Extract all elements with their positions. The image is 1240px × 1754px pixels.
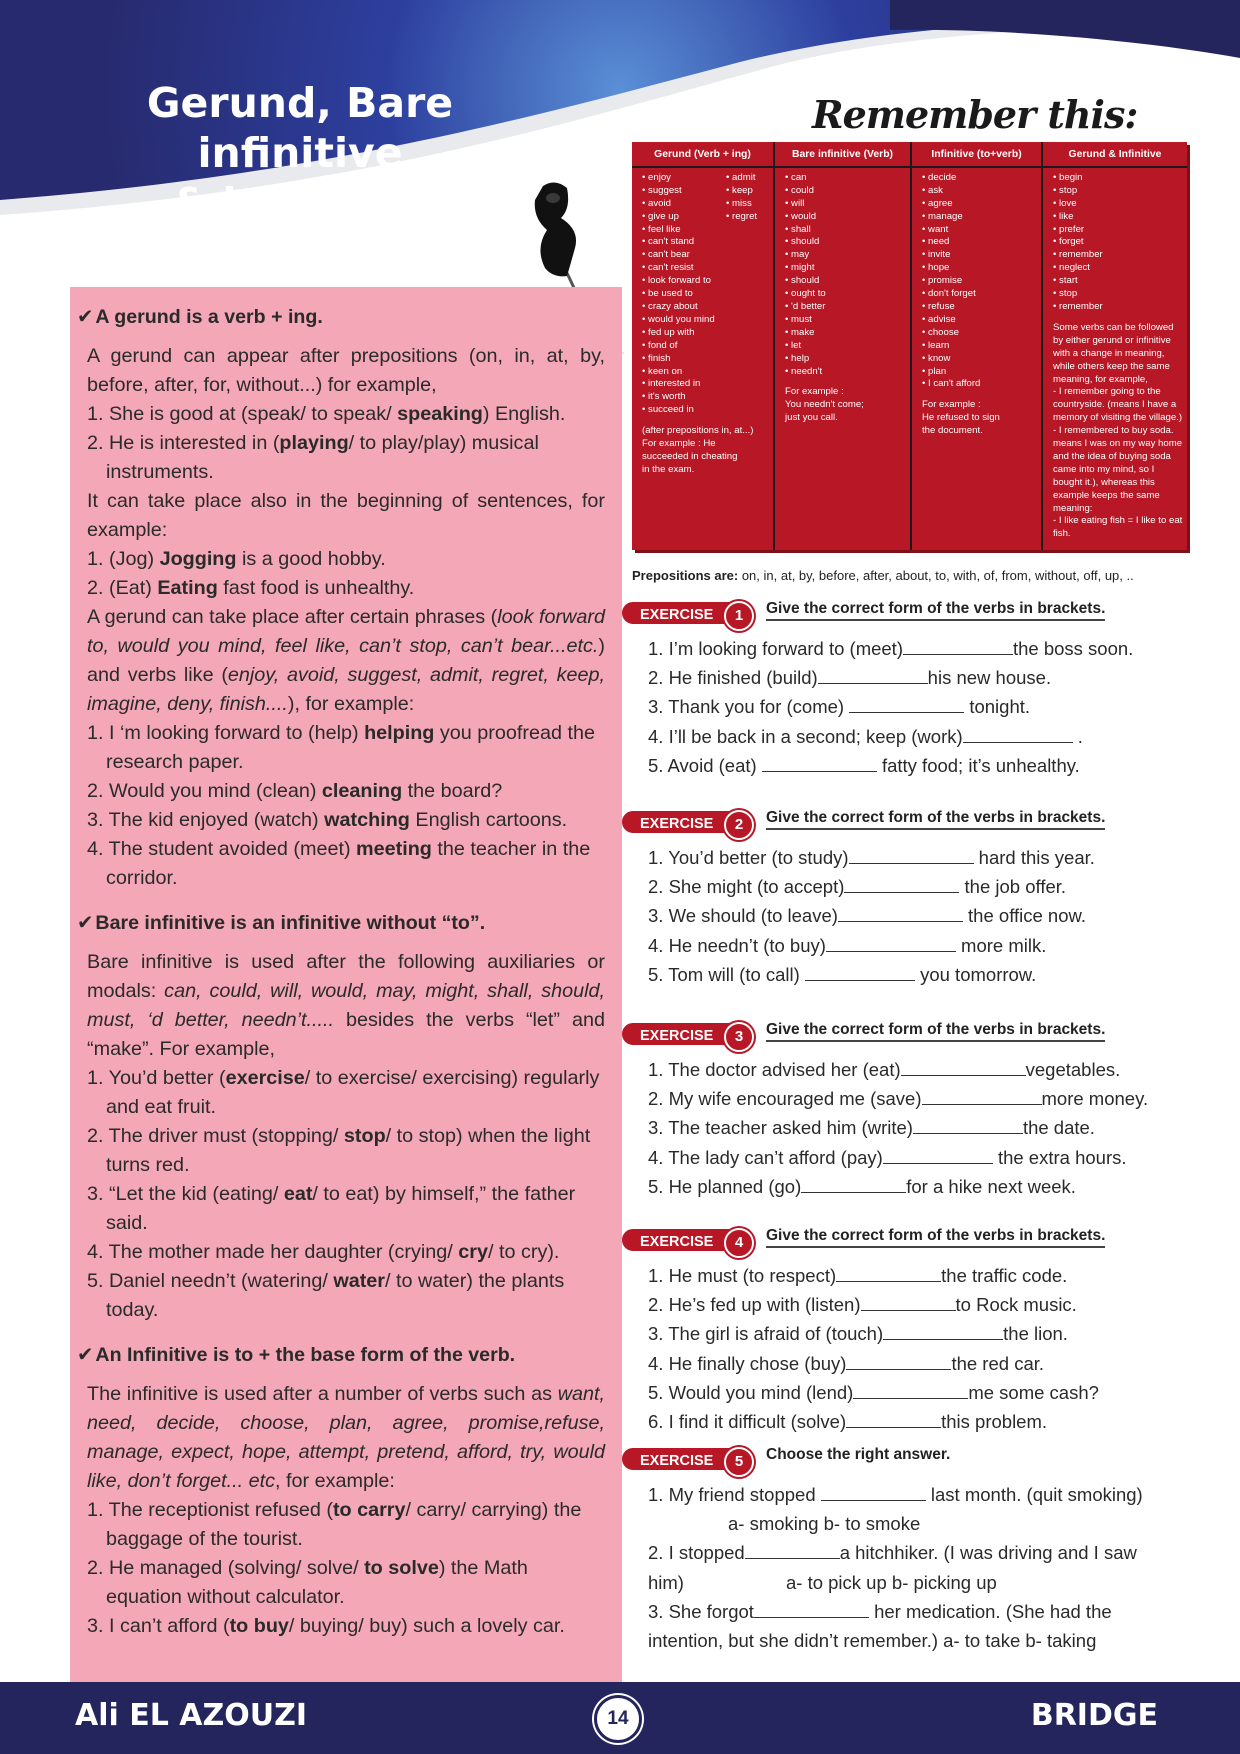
exercise-instruction: Choose the right answer. xyxy=(766,1446,951,1463)
list-item: • I can't afford xyxy=(922,378,1037,391)
exercise-1 xyxy=(622,598,1162,780)
list-item: • could xyxy=(785,185,906,198)
gerund-examples xyxy=(87,545,605,603)
list-item: • invite xyxy=(922,249,1037,262)
exercise-header xyxy=(622,1019,1162,1051)
list-item: • might xyxy=(785,262,906,275)
bare-infinitive-note xyxy=(785,386,906,425)
list-item: • know xyxy=(922,353,1037,366)
gerund-examples xyxy=(87,719,605,893)
exercise-badge: EXERCISE 1 xyxy=(622,602,752,624)
page-number: 14 xyxy=(594,1695,642,1743)
list-item: • feel like xyxy=(642,224,726,237)
gerund-rule-text: A gerund is a verb + ing. xyxy=(95,306,323,328)
remember-table xyxy=(632,142,1187,550)
note-line: meaning: xyxy=(1053,502,1093,514)
exercise-number: 4 xyxy=(724,1228,754,1258)
list-item: • regret xyxy=(726,211,757,224)
exercise-items xyxy=(648,1261,1162,1436)
note-line: Some verbs can be followed xyxy=(1053,321,1174,333)
bare-infinitive-rule-heading xyxy=(77,909,605,938)
answer-blank[interactable] xyxy=(826,935,956,952)
answer-blank[interactable] xyxy=(762,755,877,772)
note-line: countryside. (means I have a xyxy=(1053,399,1177,411)
list-item: • help xyxy=(785,353,906,366)
list-item: • don't forget xyxy=(922,288,1037,301)
list-item: 3. I can’t afford (to buy/ buying/ buy) such a lovely car. xyxy=(87,1615,565,1637)
list-item: • should xyxy=(785,236,906,249)
prepositions-label: Prepositions are: xyxy=(632,568,739,583)
note-line: For example : xyxy=(922,399,981,411)
list-item: • miss xyxy=(726,198,757,211)
check-icon: ✔ xyxy=(77,1344,94,1366)
list-item: • stop xyxy=(1053,185,1183,198)
exercise-item: 2. He’s fed up with (listen) to Rock music. xyxy=(648,1294,1077,1316)
note-line: He refused to sign xyxy=(922,412,1000,424)
paragraph: The infinitive is used after a number of verbs such as want, need, decide, choose, plan, agree, promise,refuse, manage, expect, hope, attempt, pretend, afford, try, would like, don’t forget... etc, for example: xyxy=(87,1383,605,1492)
list-item: • remember xyxy=(1053,249,1183,262)
remember-this-heading: Remember this: xyxy=(812,92,1138,137)
list-item: • succeed in xyxy=(642,404,726,417)
exercise-item: 3. We should (to leave) the office now. xyxy=(648,905,1086,927)
exercise-item: 3. The girl is afraid of (touch) the lion. xyxy=(648,1323,1068,1345)
list-item: • finish xyxy=(642,353,726,366)
note-line: memory of visiting the village.) xyxy=(1053,412,1183,424)
exercise-number: 2 xyxy=(724,810,754,840)
list-item: 1. You’d better (exercise/ to exercise/ exercising) regularly and eat fruit. xyxy=(87,1067,600,1118)
exercise-badge: EXERCISE 4 xyxy=(622,1229,752,1251)
note-line: means I was on my way home xyxy=(1053,438,1183,450)
list-item: • forget xyxy=(1053,236,1183,249)
gerund-column xyxy=(632,142,773,550)
list-item: 2. He is interested in (playing/ to play/play) musical instruments. xyxy=(87,432,539,483)
exercise-number: 1 xyxy=(724,601,754,631)
answer-blank[interactable] xyxy=(846,1353,951,1370)
exercise-items xyxy=(648,1480,1162,1655)
note-line: with a change in meaning, xyxy=(1053,347,1165,359)
list-item: • needn't xyxy=(785,366,906,379)
list-item: • choose xyxy=(922,327,1037,340)
gerund-infinitive-column xyxy=(1041,142,1187,550)
list-item: 2. The driver must (stopping/ stop/ to stop) when the light turns red. xyxy=(87,1125,591,1176)
answer-blank[interactable] xyxy=(901,1059,1026,1076)
list-item: • agree xyxy=(922,198,1037,211)
note-line: You needn't come; xyxy=(785,399,864,411)
list-item: 2. Would you mind (clean) cleaning the board? xyxy=(87,780,503,802)
note-line: meaning, for example, xyxy=(1053,373,1148,385)
exercise-item: 4. He needn’t (to buy) more milk. xyxy=(648,934,1047,956)
list-item: 2. He managed (solving/ solve/ to solve) the Math equation without calculator. xyxy=(87,1557,528,1608)
answer-blank[interactable] xyxy=(883,1323,1003,1340)
answer-blank[interactable] xyxy=(745,1542,840,1559)
exercise-number: 3 xyxy=(724,1022,754,1052)
exercise-instruction: Give the correct form of the verbs in brackets. xyxy=(766,600,1105,621)
exercise-item: intention, but she didn’t remember.) a- to take b- taking xyxy=(648,1630,1097,1652)
list-item: • give up xyxy=(642,211,726,224)
list-item: • should xyxy=(785,275,906,288)
list-item: • suggest xyxy=(642,185,726,198)
list-item: • must xyxy=(785,314,906,327)
paragraph: A gerund can appear after prepositions (on, in, at, by, before, after, for, without...) for example, xyxy=(87,345,605,396)
exercise-4 xyxy=(622,1225,1162,1436)
exercise-instruction: Give the correct form of the verbs in brackets. xyxy=(766,1227,1105,1248)
gerund-column-heading: Gerund (Verb + ing) xyxy=(632,142,773,168)
page-title-line2: & infinitive xyxy=(172,179,428,227)
answer-blank[interactable] xyxy=(821,1484,926,1501)
list-item: • learn xyxy=(922,340,1037,353)
footer xyxy=(0,1682,1240,1754)
exercise-item: 3. The teacher asked him (write) the date. xyxy=(648,1117,1095,1139)
exercise-item: 5. Tom will (to call) you tomorrow. xyxy=(648,963,1037,985)
exercise-item: 1. My friend stopped last month. (quit smoking) xyxy=(648,1484,1143,1505)
exercise-item: him) a- to pick up b- picking up xyxy=(648,1571,997,1593)
inf-rule-text: An Infinitive is to + the base form of the verb. xyxy=(95,1344,516,1366)
infinitive-list xyxy=(922,172,1037,391)
note-line: (after prepositions in, at...) xyxy=(642,425,754,437)
note-line: succeeded in cheating xyxy=(642,450,738,462)
list-item: 2. (Eat) Eating fast food is unhealthy. xyxy=(87,577,415,599)
exercise-item: 1. I’m looking forward to (meet) the boss soon. xyxy=(648,638,1134,659)
list-item: • let xyxy=(785,340,906,353)
list-item: • promise xyxy=(922,275,1037,288)
exercise-item: 4. I’ll be back in a second; keep (work) . xyxy=(648,725,1083,747)
exercise-badge: EXERCISE 5 xyxy=(622,1448,752,1470)
paragraph: A gerund can take place after certain phrases (look forward to, would you mind, feel like, can’t stop, can’t bear...etc.) and verbs like (enjoy, avoid, suggest, admit, regret, keep, imagine, deny, finish....), for example: xyxy=(87,606,606,715)
list-item: • need xyxy=(922,236,1037,249)
note-line: For example : He xyxy=(642,438,716,450)
exercise-5 xyxy=(622,1444,1162,1655)
answer-blank[interactable] xyxy=(903,638,1013,655)
exercise-3 xyxy=(622,1019,1162,1201)
bare-infinitive-examples xyxy=(87,1064,605,1325)
exercise-items xyxy=(648,1055,1162,1201)
infinitive-column-heading: Infinitive (to+verb) xyxy=(912,142,1041,168)
gerund-list xyxy=(642,172,726,417)
answer-blank[interactable] xyxy=(883,1147,993,1164)
list-item: • ask xyxy=(922,185,1037,198)
paragraph: Bare infinitive is used after the following auxiliaries or modals: can, could, will, would, may, might, shall, should, must, ‘d better, needn’t..... besides the verbs “let” and “make”. For example, xyxy=(87,951,605,1060)
infinitive-column xyxy=(910,142,1041,550)
exercise-item: 5. Would you mind (lend) me some cash? xyxy=(648,1381,1099,1403)
note-line: the document. xyxy=(922,425,983,437)
list-item: • avoid xyxy=(642,198,726,211)
prepositions-text: on, in, at, by, before, after, about, to, with, of, from, without, off, up, .. xyxy=(741,568,1134,583)
answer-options[interactable]: a- to pick up b- picking up xyxy=(785,1571,997,1593)
list-item: • manage xyxy=(922,211,1037,224)
list-item: • decide xyxy=(922,172,1037,185)
list-item: • be used to xyxy=(642,288,726,301)
page-title xyxy=(60,78,540,228)
list-item: • enjoy xyxy=(642,172,726,185)
answer-blank[interactable] xyxy=(838,905,963,922)
exercise-item: 4. The lady can’t afford (pay) the extra hours. xyxy=(648,1146,1127,1168)
list-item: • admit xyxy=(726,172,757,185)
list-item: • look forward to xyxy=(642,275,726,288)
list-item: 4. The mother made her daughter (crying/ cry/ to cry). xyxy=(87,1241,560,1263)
list-item: • interested in xyxy=(642,378,726,391)
note-line: while others keep the same xyxy=(1053,360,1170,372)
list-item: • can't resist xyxy=(642,262,726,275)
list-item: • crazy about xyxy=(642,301,726,314)
list-item: • like xyxy=(1053,211,1183,224)
bare-infinitive-list xyxy=(785,172,906,379)
exercise-instruction: Give the correct form of the verbs in brackets. xyxy=(766,809,1105,830)
answer-blank[interactable] xyxy=(849,847,974,864)
list-item: • fed up with xyxy=(642,327,726,340)
list-item: • 'd better xyxy=(785,301,906,314)
exercise-header xyxy=(622,1444,1162,1476)
bare-infinitive-column xyxy=(773,142,910,550)
list-item: • fond of xyxy=(642,340,726,353)
exercise-item: 1. The doctor advised her (eat) vegetables. xyxy=(648,1059,1121,1080)
exercise-item: 5. He planned (go) for a hike next week. xyxy=(648,1175,1076,1197)
exercise-item: 4. He finally chose (buy) the red car. xyxy=(648,1352,1045,1374)
list-item: • neglect xyxy=(1053,262,1183,275)
answer-blank[interactable] xyxy=(818,667,928,684)
gerund-examples xyxy=(87,400,605,487)
list-item: • plan xyxy=(922,366,1037,379)
list-item: • can't bear xyxy=(642,249,726,262)
note-line: just you call. xyxy=(785,412,838,424)
list-item: • may xyxy=(785,249,906,262)
page-title-line1: Gerund, Bare infinitive xyxy=(146,79,454,177)
list-item: • ought to xyxy=(785,288,906,301)
list-item: 1. I ‘m looking forward to (help) helping you proofread the research paper. xyxy=(87,722,595,773)
exercise-item: 1. You’d better (to study) hard this year. xyxy=(648,847,1095,868)
answer-blank[interactable] xyxy=(754,1601,869,1618)
list-item: 3. “Let the kid (eating/ eat/ to eat) by himself,” the father said. xyxy=(87,1183,576,1234)
answer-blank[interactable] xyxy=(853,1382,968,1399)
list-item: • make xyxy=(785,327,906,340)
bare-infinitive-column-heading: Bare infinitive (Verb) xyxy=(775,142,910,168)
answer-blank[interactable] xyxy=(913,1117,1023,1134)
note-line: - I remember going to the xyxy=(1053,386,1161,398)
answer-blank[interactable] xyxy=(805,964,915,981)
author-name: Ali EL AZOUZI xyxy=(75,1698,308,1733)
exercise-item: 6. I find it difficult (solve) this problem. xyxy=(648,1411,1048,1433)
gerund-infinitive-column-heading: Gerund & Infinitive xyxy=(1043,142,1187,168)
note-line: fish. xyxy=(1053,528,1071,540)
answer-blank[interactable] xyxy=(836,1265,941,1282)
note-line: and the idea of buying soda xyxy=(1053,450,1171,462)
list-item: 1. She is good at (speak/ to speak/ speaking) English. xyxy=(87,403,566,425)
exercise-header xyxy=(622,598,1162,630)
list-item: • can't stand xyxy=(642,236,726,249)
bare-rule-text: Bare infinitive is an infinitive without “to”. xyxy=(95,912,486,934)
note-line: by either gerund or infinitive xyxy=(1053,334,1171,346)
list-item: • begin xyxy=(1053,172,1183,185)
list-item: • stop xyxy=(1053,288,1183,301)
exercise-2 xyxy=(622,807,1162,989)
answer-blank[interactable] xyxy=(922,1088,1042,1105)
list-item: • refuse xyxy=(922,301,1037,314)
list-item: • keen on xyxy=(642,366,726,379)
gerund-note xyxy=(642,425,769,477)
list-item: 5. Daniel needn’t (watering/ water/ to water) the plants today. xyxy=(87,1270,565,1321)
exercise-header xyxy=(622,807,1162,839)
answer-blank[interactable] xyxy=(861,1294,956,1311)
exercise-item: 1. He must (to respect) the traffic code. xyxy=(648,1265,1068,1286)
note-line: - I remembered to buy soda. xyxy=(1053,425,1174,437)
paragraph: It can take place also in the beginning of sentences, for example: xyxy=(87,490,605,541)
list-item: • will xyxy=(785,198,906,211)
gerund-rule-heading xyxy=(77,303,605,332)
exercise-item: 2. He finished (build) his new house. xyxy=(648,667,1052,689)
list-item: • shall xyxy=(785,224,906,237)
list-item: 1. The receptionist refused (to carry/ carry/ carrying) the baggage of the tourist. xyxy=(87,1499,582,1550)
list-item: • want xyxy=(922,224,1037,237)
note-line: example keeps the same xyxy=(1053,489,1160,501)
exercise-item: 2. She might (to accept) the job offer. xyxy=(648,876,1067,898)
exercise-items xyxy=(648,634,1162,780)
list-item: • start xyxy=(1053,275,1183,288)
check-icon: ✔ xyxy=(77,912,94,934)
list-item: • keep xyxy=(726,185,757,198)
exercise-item: 2. My wife encouraged me (save) more money. xyxy=(648,1088,1149,1110)
grammar-notes-box xyxy=(70,287,622,1682)
infinitive-examples xyxy=(87,1496,605,1641)
answer-blank[interactable] xyxy=(844,876,959,893)
gerund-list-2 xyxy=(726,172,757,417)
exercise-item: 2. I stopped a hitchhiker. (I was driving and I saw xyxy=(648,1542,1137,1564)
note-line: - I like eating fish = I like to eat xyxy=(1053,515,1183,527)
answer-blank[interactable] xyxy=(963,726,1073,743)
check-icon: ✔ xyxy=(77,306,94,328)
note-line: bought it.), whereas this xyxy=(1053,476,1155,488)
list-item: 3. The kid enjoyed (watch) watching English cartoons. xyxy=(87,809,568,831)
note-line: For example : xyxy=(785,386,844,398)
list-item: • advise xyxy=(922,314,1037,327)
infinitive-rule-heading xyxy=(77,1341,605,1370)
list-item: • can xyxy=(785,172,906,185)
list-item: • hope xyxy=(922,262,1037,275)
list-item: • prefer xyxy=(1053,224,1183,237)
answer-blank[interactable] xyxy=(801,1176,906,1193)
gerund-infinitive-note xyxy=(1053,322,1183,541)
list-item: 1. (Jog) Jogging is a good hobby. xyxy=(87,548,386,570)
exercise-item: 5. Avoid (eat) fatty food; it’s unhealthy. xyxy=(648,754,1080,776)
list-item: • would you mind xyxy=(642,314,726,327)
list-item: 4. The student avoided (meet) meeting the teacher in the corridor. xyxy=(87,838,591,889)
exercise-item: 3. Thank you for (come) tonight. xyxy=(648,696,1031,718)
exercise-number: 5 xyxy=(724,1447,754,1477)
answer-blank[interactable] xyxy=(846,1411,941,1428)
answer-options[interactable]: a- smoking b- to smoke xyxy=(728,1513,921,1535)
infinitive-note xyxy=(922,399,1037,438)
answer-blank[interactable] xyxy=(849,696,964,713)
exercise-header xyxy=(622,1225,1162,1257)
list-item: • remember xyxy=(1053,301,1183,314)
note-line: in the exam. xyxy=(642,463,695,475)
brand-name: BRIDGE xyxy=(1030,1698,1158,1733)
list-item: • love xyxy=(1053,198,1183,211)
list-item: • it's worth xyxy=(642,391,726,404)
exercise-instruction: Give the correct form of the verbs in brackets. xyxy=(766,1021,1105,1042)
exercise-badge: EXERCISE 2 xyxy=(622,811,752,833)
gerund-infinitive-list xyxy=(1053,172,1183,314)
exercise-badge: EXERCISE 3 xyxy=(622,1023,752,1045)
prepositions-line xyxy=(632,568,1134,583)
note-line: came into my mind, so I xyxy=(1053,463,1155,475)
list-item: • would xyxy=(785,211,906,224)
exercise-items xyxy=(648,843,1162,989)
exercise-item: 3. She forgot her medication. (She had the xyxy=(648,1600,1112,1622)
